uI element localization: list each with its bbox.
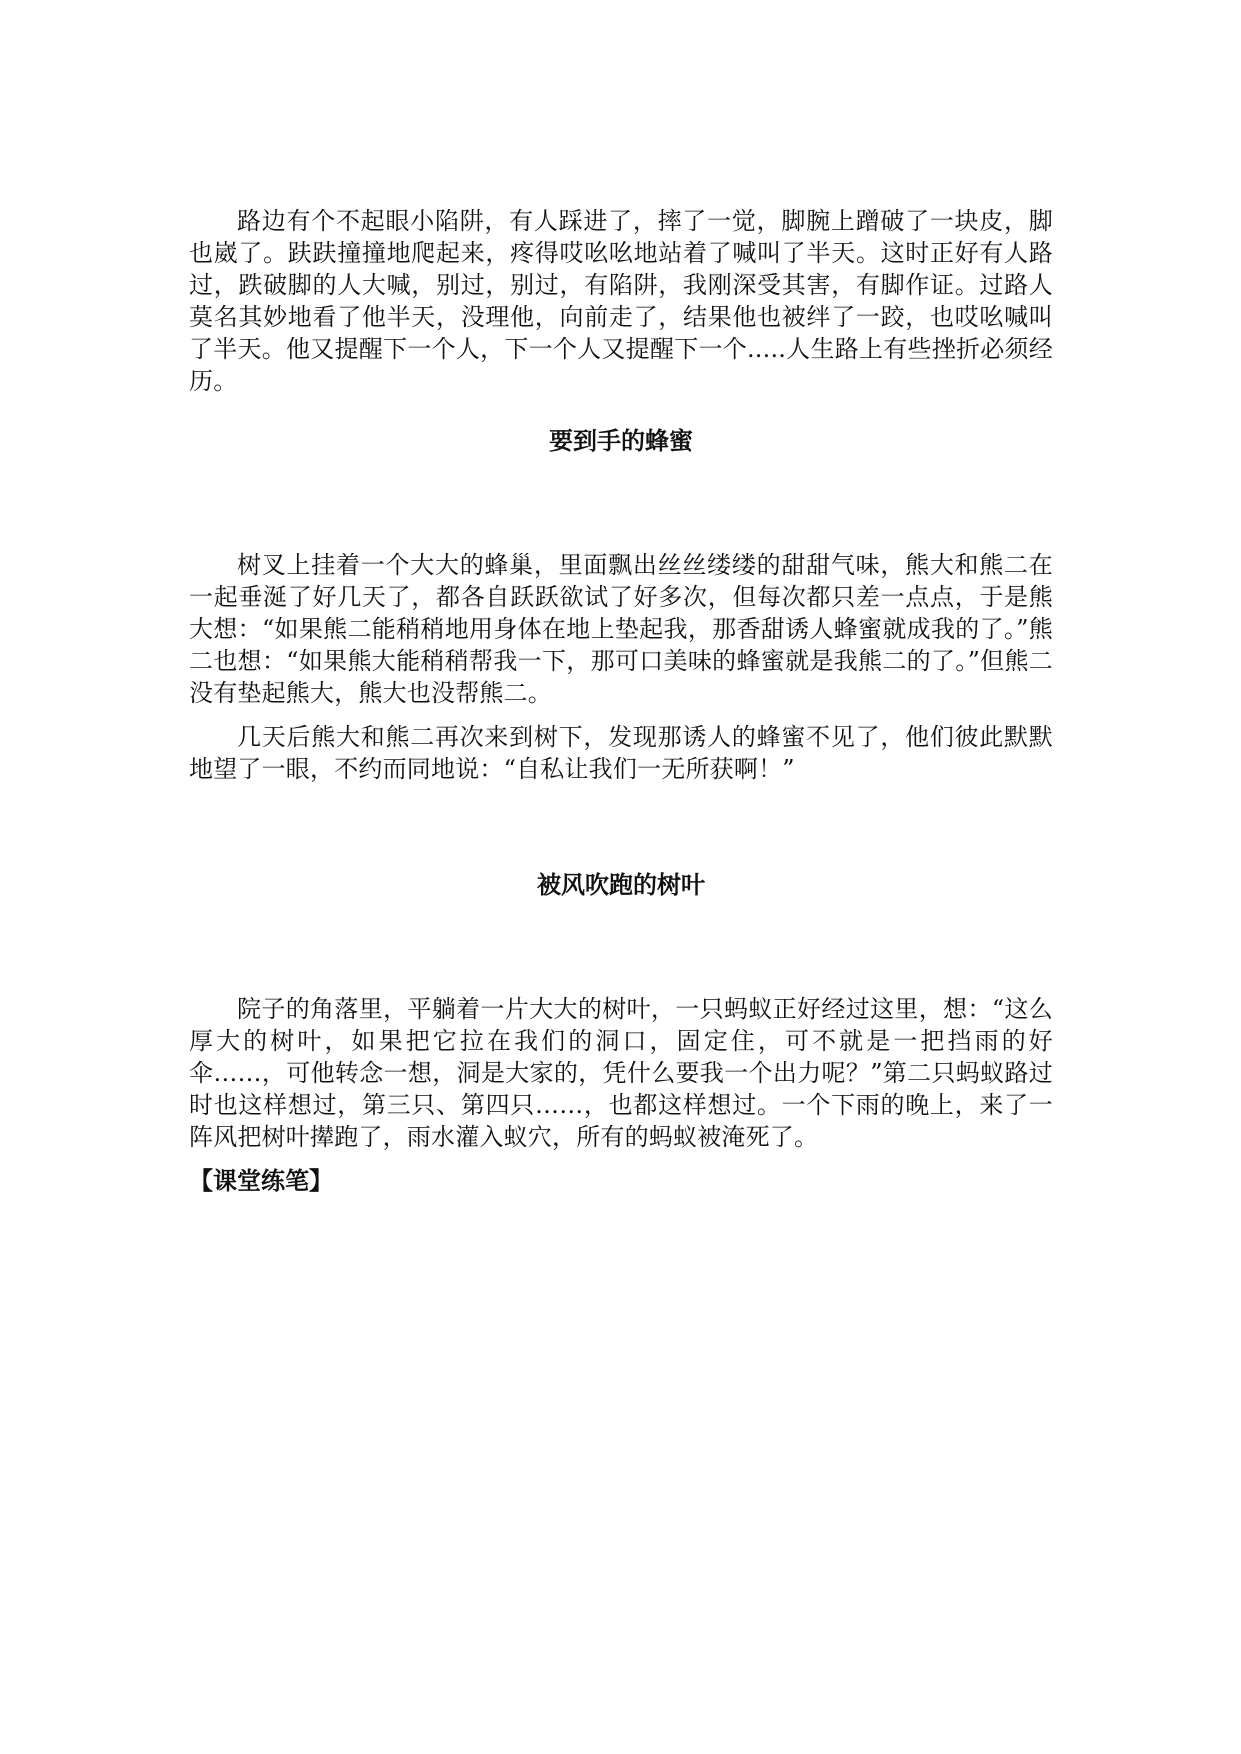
paragraph-trap-story: 路边有个不起眼小陷阱，有人踩进了，摔了一觉，脚腕上蹭破了一块皮，脚也崴了。趺趺撞撞地爬起来，疼得哎吆吆地站着了喊叫了半天。这时正好有人路过，跌破脚的人大喊，别过，别过，有陷阱，我刚深受其害，有脚作证。过路人莫名其妙地看了他半天，没理他，向前走了，结果他也被绊了一跤，也哎吆喊叫了半天。他又提醒下一个人，下一个人又提醒下一个.....人生路上有些挫折必须经历。 [189, 207, 1053, 395]
exercise-label: 【课堂练笔】 [189, 1166, 333, 1195]
paragraph-honey-story-2: 几天后熊大和熊二再次来到树下，发现那诱人的蜂蜜不见了，他们彼此默默地望了一眼，不约而同地说：“自私让我们一无所获啊！” [189, 723, 1053, 783]
heading-honey-story: 要到手的蜂蜜 [549, 426, 693, 455]
heading-leaf-story: 被风吹跑的树叶 [537, 870, 705, 899]
document-page [189, 205, 1053, 1197]
paragraph-leaf-story: 院子的角落里，平躺着一片大大的树叶，一只蚂蚁正好经过这里，想：“这么厚大的树叶，如果把它拉在我们的洞口，固定住，可不就是一把挡雨的好伞……，可他转念一想，洞是大家的，凭什么要我一个出力呢？”第二只蚂蚁路过时也这样想过，第三只、第四只……，也都这样想过。一个下雨的晚上，来了一阵风把树叶撵跑了，雨水灌入蚁穴，所有的蚂蚁被淹死了。 [189, 995, 1053, 1151]
paragraph-honey-story-1: 树叉上挂着一个大大的蜂巢，里面飘出丝丝缕缕的甜甜气味，熊大和熊二在一起垂涎了好几天了，都各自跃跃欲试了好多次，但每次都只差一点点，于是熊大想：“如果熊二能稍稍地用身体在地上垫起我，那香甜诱人蜂蜜就成我的了。”熊二也想：“如果熊大能稍稍帮我一下，那可口美味的蜂蜜就是我熊二的了。”但熊二没有垫起熊大，熊大也没帮熊二。 [189, 551, 1053, 707]
